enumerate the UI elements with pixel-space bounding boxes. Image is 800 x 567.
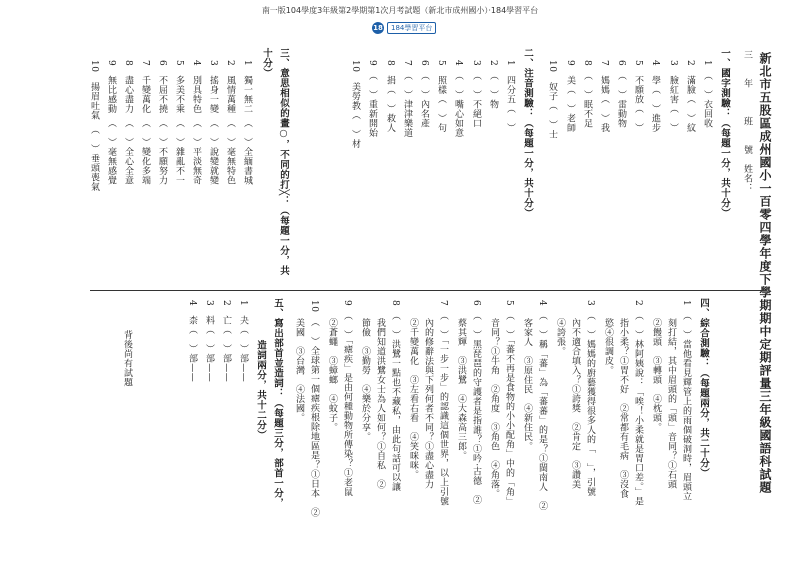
part-five-item: 2 亡（ ）部——: [221, 300, 231, 383]
part-four-line: 指小柔？①胃不好 ②常都有毛病 ③沒食: [618, 318, 628, 499]
part-two-item: 4 （ ）嘴心如意: [453, 60, 463, 138]
part-four-line: 我們知道洪鷺女士為人如何？①自私 ②: [375, 318, 385, 489]
exam-title: 新北市五股區成州國小一百零四學年度下學期期中定期評量三年級國語科試題: [758, 52, 772, 494]
part-four-line: 客家人 ③原住民 ④新住民。: [522, 318, 532, 451]
part-four-line: 2 （ ）林阿姨說：「唉！小柔就是胃口差。」是: [633, 300, 643, 507]
part-four-line: 6 （ ）黑琵琶的守護者是指誰？①吟‧古德 ②: [471, 300, 481, 505]
part-four-line: 5 （ ）「蕃不再是食物的小小配角」中的「角」: [504, 300, 514, 507]
part-two-item: 1 四分五（ ）: [505, 60, 515, 133]
part-four-line: 美國 ③台灣 ④法國。: [294, 318, 304, 423]
part-five-item: 4 柰（ ）部——: [187, 300, 197, 383]
part-one-item: 4 學（ ）進步: [650, 60, 660, 133]
part-one-item: 2 滿臉（ ）紋: [685, 60, 695, 133]
part-one-heading: 一、國字測驗：（每題一分，共十分）: [719, 48, 730, 218]
class-name-line: 三 年 班 號 姓名：: [742, 50, 752, 193]
part-four-line: ②蒼蠅 ③蟑螂 ④蚊子。: [327, 318, 337, 432]
part-four-line: 音同？①牛角 ②角度 ③角色 ④角落。: [489, 318, 499, 499]
part-one-item: 6 （ ）雷動物: [616, 60, 626, 129]
part-two-item: 5 照樣（ ）句: [436, 60, 446, 133]
part-five-heading-cont: 造詞兩分，共十二分）: [255, 340, 266, 440]
part-one-item: 9 美（ ）老師: [565, 60, 575, 133]
part-three-heading: 三、意思相似的畫○，不同的打╳：（每題一分，共: [278, 48, 289, 276]
part-four-heading: 四、綜合測驗：（每題兩分，共二十分）: [698, 298, 709, 478]
part-four-line: ④誇張。: [555, 318, 565, 356]
part-four-line: 1 （ ）當他看見輝管上的雨個破洞時，眉頭立: [681, 300, 691, 502]
part-two-item: 2 （ ）物: [488, 60, 498, 110]
part-three-item: 5 多美不乘 （ ）雜亂不一: [174, 60, 184, 186]
part-one-item: 8 （ ）眠不足: [582, 60, 592, 129]
part-two-item: 9 （ ）重新開始: [367, 60, 377, 138]
part-four-line: 7 （ ）「一步一步」的認識這個世界，以上引號: [438, 300, 448, 507]
part-five-item: 1 夬（ ）部——: [238, 300, 248, 383]
part-four-line: 10 （ ）全球第一個瘧疾根除地區是？①日本 ②: [309, 300, 319, 517]
part-four-line: 4 （ ）稱「蕃」為「蕃蕃」的是？①閩南人 ②: [537, 300, 547, 511]
part-three-item: 2 風情萬種 （ ）毫無特色: [225, 60, 235, 186]
part-three-item: 9 無比感動 （ ）毫無感覺: [106, 60, 116, 186]
part-three-item: 3 搖身一變 （ ）說變就變: [208, 60, 218, 186]
part-one-item: 3 臉紅害（ ）: [668, 60, 678, 133]
section-divider: [90, 290, 764, 291]
part-four-line: 刻打結，其中眉頭的「頭」音同？①石頭: [666, 318, 676, 489]
part-four-line: 內的修辭法與下列何者不同？①盡心盡力: [423, 318, 433, 489]
part-four-line: 節儉 ③勤勞 ④樂於分享。: [360, 318, 370, 442]
part-two-item: 6 （ ）內名產: [419, 60, 429, 129]
part-one-item: 1 （ ）衣回收: [702, 60, 712, 129]
part-two-item: 7 （ ）津津樂道: [402, 60, 412, 138]
top-banner: 南一版104學度3年級第2學期第1次月考試題（新北市成州國小）‧184學習平台: [261, 6, 539, 15]
part-one-item: 5 不願放（ ）: [633, 60, 643, 133]
part-three-item: 8 盡心盡力 （ ）全心全意: [123, 60, 133, 186]
part-four-line: 內不適合填入？①誇獎 ②肯定 ③讚美: [570, 318, 580, 489]
part-three-item: 4 別具特色 （ ）平淡無奇: [191, 60, 201, 186]
logo-icon: 18: [373, 23, 383, 32]
part-one-item: 10 奴子（ ）士: [547, 60, 557, 139]
part-three-item: 10 揚眉吐氣 （ ）垂頭喪氣: [89, 60, 99, 192]
part-five-item: 3 料（ ）部——: [204, 300, 214, 383]
part-three-item: 1 獨一無二 （ ）全緬書城: [242, 60, 252, 186]
part-four-line: 9 （ ）「瘧疾」是由何種動物所傳染？①老鼠: [342, 300, 352, 497]
part-four-line: 3 （ ）媽媽的廚藝獲得很多人的「 」，引號: [585, 300, 595, 497]
part-two-heading: 二、注音測驗：（每題一分，共十分）: [522, 48, 533, 218]
logo-text: 184學習平台: [387, 22, 436, 34]
part-two-item: 10 美勞教（ ）材: [350, 60, 360, 149]
part-four-line: ②饅頭 ③轉頭 ④枕頭。: [651, 318, 661, 432]
footer-note: 背後尚有試題: [122, 330, 132, 387]
part-four-line: 慾④很調皮。: [603, 318, 613, 375]
part-three-heading-cont: 十分）: [261, 48, 272, 78]
part-five-heading: 五、寫出部首並造詞：（每題三分，部首一分，: [272, 298, 283, 508]
part-four-line: 8 （ ）洪鷺一點也不藏私，由此句話可以讓: [390, 300, 400, 492]
part-one-item: 7 媽媽（ ）我: [599, 60, 609, 133]
part-three-item: 6 不屈不撓 （ ）不願努力: [157, 60, 167, 186]
site-logo[interactable]: [372, 21, 436, 34]
part-four-line: 蔡其輝 ③洪鷺 ④大森高三郎。: [456, 318, 466, 461]
part-two-item: 8 捐（ ）救人: [385, 60, 395, 133]
part-two-item: 3 （ ）不絕口: [471, 60, 481, 129]
part-four-line: ②千變萬化 ③左看右看 ④笑咪咪。: [408, 318, 418, 480]
part-three-item: 7 千變萬化 （ ）變化多端: [140, 60, 150, 186]
